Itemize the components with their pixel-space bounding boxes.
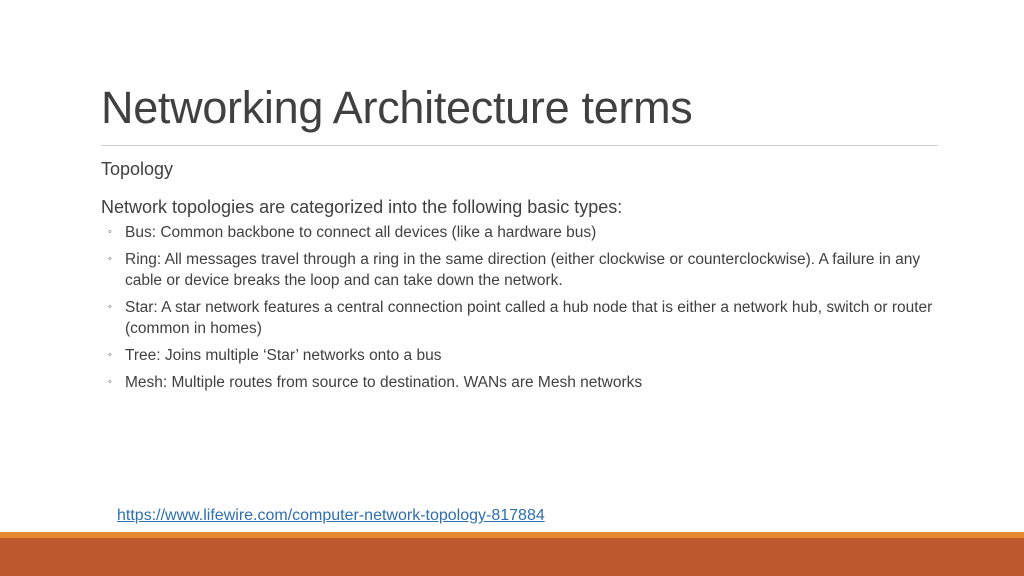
bullet-text: Tree: Joins multiple ‘Star’ networks onto a bus (125, 347, 442, 364)
bullet-marker-icon: ◦ (108, 226, 112, 238)
bullet-item-ring (101, 249, 941, 291)
source-link[interactable]: https://www.lifewire.com/computer-network-topology-817884 (117, 507, 545, 524)
bullet-item-tree (101, 345, 941, 366)
bullet-marker-icon: ◦ (108, 301, 112, 313)
bullet-text: Ring: All messages travel through a ring in the same direction (either clockwise or counterclockwise). A failure in any cable or device breaks the loop and can take down the network. (125, 251, 921, 289)
title-divider (101, 145, 938, 146)
subheading: Topology (101, 159, 174, 179)
bullet-text: Bus: Common backbone to connect all devices (like a hardware bus) (125, 224, 597, 241)
bullet-marker-icon: ◦ (108, 349, 112, 361)
slide-title: Networking Architecture terms (101, 82, 693, 133)
bullet-item-star (101, 297, 941, 339)
bullet-item-bus (101, 222, 941, 243)
bullet-marker-icon: ◦ (108, 253, 112, 265)
bullet-list (101, 222, 941, 399)
intro-text: Network topologies are categorized into the following basic types: (101, 197, 623, 217)
bullet-text: Star: A star network features a central connection point called a hub node that is either a network hub, switch or router (common in homes) (125, 299, 933, 337)
bullet-text: Mesh: Multiple routes from source to destination. WANs are Mesh networks (125, 374, 643, 391)
bullet-item-mesh (101, 372, 941, 393)
bullet-marker-icon: ◦ (108, 376, 112, 388)
footer-bar (0, 538, 1024, 576)
